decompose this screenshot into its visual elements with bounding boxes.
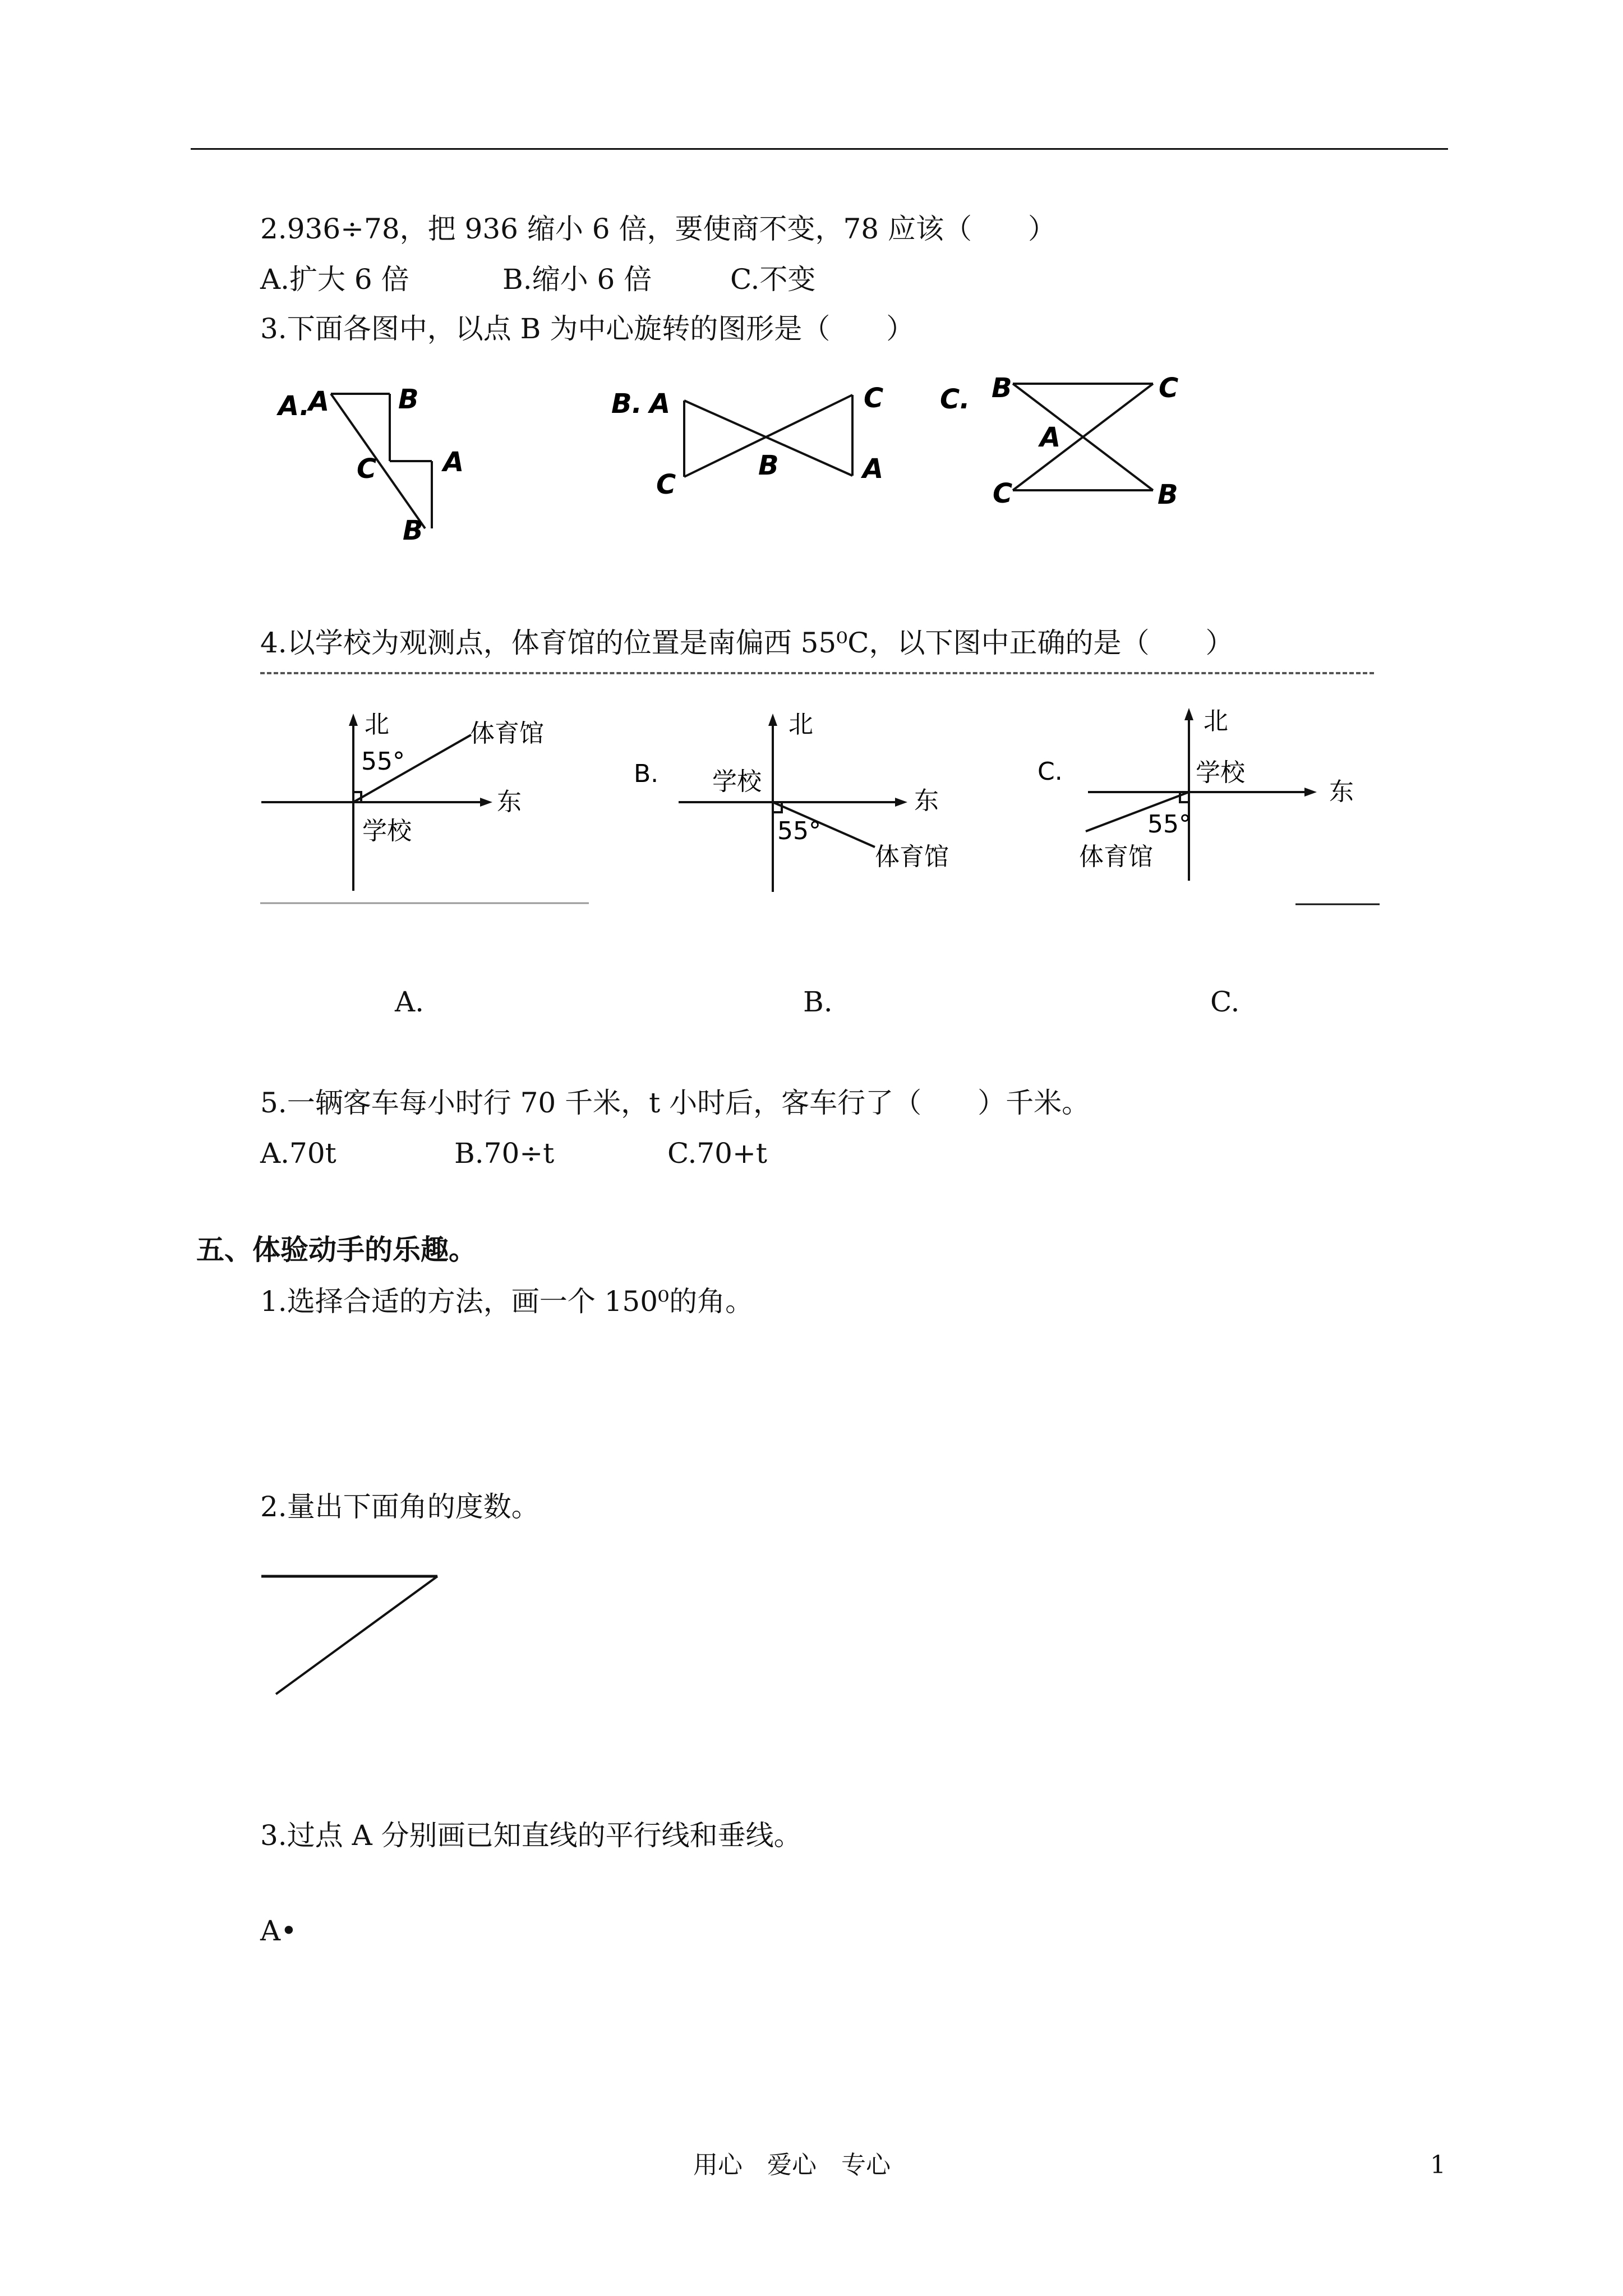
fig-b-label: A — [863, 453, 884, 485]
q5-option-c: C.70+t — [667, 1137, 767, 1170]
school-label: 学校 — [1196, 758, 1245, 787]
north-label: 北 — [365, 710, 389, 739]
q2-option-b: B.缩小 6 倍 — [502, 263, 652, 296]
angle-label: 55° — [361, 747, 405, 776]
fig-c-label: A — [1040, 422, 1061, 453]
fig-a-label: B — [398, 384, 419, 415]
angle-label: 55° — [1147, 810, 1191, 839]
north-label: 北 — [789, 710, 813, 739]
q4-diagram-b — [634, 707, 981, 898]
q3-figure-b — [611, 381, 903, 510]
q4-diagram-c — [1038, 701, 1385, 914]
gym-label: 体育馆 — [875, 843, 949, 871]
fig-b-label: A — [649, 388, 671, 420]
header-rule — [191, 148, 1448, 150]
gym-label: 体育馆 — [470, 719, 544, 748]
east-label: 东 — [1329, 777, 1354, 806]
fig-a-label: B — [403, 515, 423, 546]
q5-stem: 5.一辆客车每小时行 70 千米，t 小时后，客车行了（ ）千米。 — [260, 1087, 1090, 1119]
north-arrow-icon — [1184, 708, 1193, 720]
q4-stem: 4.以学校为观测点，体育馆的位置是南偏西 55⁰C，以下图中正确的是（ ） — [260, 627, 1234, 659]
q2-option-a: A.扩大 6 倍 — [260, 263, 409, 296]
gym-label: 体育馆 — [1079, 843, 1153, 871]
fig-c-tag: C. — [940, 384, 970, 415]
fig-b-label: C — [864, 383, 884, 414]
footer-slogan: 用心 爱心 专心 — [693, 2151, 891, 2179]
fig-c-label: B — [992, 372, 1012, 404]
fig-a-label: A — [308, 386, 330, 417]
fig-c-label: C — [1159, 372, 1179, 404]
fig-a-label: A — [443, 447, 464, 478]
q3-figure-c — [940, 370, 1209, 516]
q3-stem: 3.下面各图中，以点 B 为中心旋转的图形是（ ） — [260, 312, 915, 345]
q3-figure-c-lines — [1013, 384, 1153, 490]
q2-stem: 2.936÷78，把 936 缩小 6 倍，要使商不变，78 应该（ ） — [260, 213, 1056, 245]
fig-a-tag: A. — [278, 390, 310, 422]
angle-ray-diagonal — [276, 1576, 437, 1694]
q4-scan-rule — [260, 672, 1374, 674]
east-label: 东 — [497, 788, 522, 816]
east-label: 东 — [914, 786, 939, 815]
q4-diagram-a — [258, 707, 606, 909]
point-a: A• — [260, 1915, 297, 1947]
section5-item3: 3.过点 A 分别画已知直线的平行线和垂线。 — [260, 1819, 802, 1852]
page-number: 1 — [1430, 2151, 1446, 2179]
q5-option-a: A.70t — [260, 1137, 336, 1170]
q4-option-a: A. — [395, 986, 425, 1018]
north-arrow-icon — [349, 714, 358, 726]
fig-b-tag: B. — [611, 388, 642, 420]
north-arrow-icon — [768, 714, 777, 726]
fig-a-label: C — [357, 453, 377, 485]
angle-to-measure — [258, 1567, 449, 1702]
angle-label: 55° — [777, 817, 821, 845]
section5-item2: 2.量出下面角的度数。 — [260, 1490, 540, 1523]
north-label: 北 — [1204, 707, 1228, 735]
diagram-b-tag: B. — [634, 760, 659, 788]
school-label: 学校 — [712, 767, 762, 796]
q5-option-b: B.70÷t — [454, 1137, 555, 1170]
section-title: 五、体验动手的乐趣。 — [196, 1234, 477, 1266]
east-arrow-icon — [895, 798, 907, 807]
q4-option-c: C. — [1210, 986, 1240, 1018]
q4-option-b: B. — [803, 986, 833, 1018]
east-arrow-icon — [1304, 788, 1317, 797]
fig-b-label: B — [758, 450, 779, 481]
east-arrow-icon — [480, 798, 492, 807]
diagram-c-tag: C. — [1038, 757, 1063, 786]
school-label: 学校 — [362, 817, 412, 845]
section5-item1: 1.选择合适的方法，画一个 150⁰的角。 — [260, 1285, 754, 1318]
q3-figure-a — [275, 381, 499, 550]
fig-b-label: C — [656, 469, 676, 500]
q2-option-c: C.不变 — [730, 263, 816, 296]
fig-c-label: B — [1158, 479, 1178, 510]
fig-c-label: C — [993, 478, 1013, 509]
